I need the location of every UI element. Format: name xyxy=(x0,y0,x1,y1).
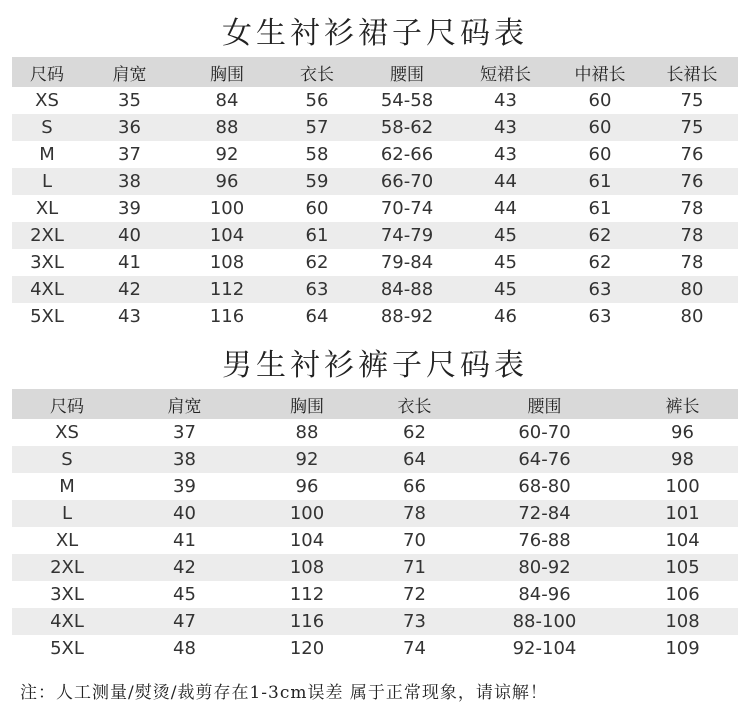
table-cell: 92-104 xyxy=(512,638,577,659)
table-header-row xyxy=(12,57,738,87)
table-cell: 45 xyxy=(457,276,554,303)
table-cell: 44 xyxy=(457,168,554,195)
table-cell: 39 xyxy=(173,476,196,497)
table-cell: 60 xyxy=(588,90,612,111)
table-cell: 38 xyxy=(122,446,247,473)
table-row xyxy=(12,446,738,473)
table-cell: 47 xyxy=(122,608,247,635)
table-cell: 41 xyxy=(118,252,141,273)
table-cell: 78 xyxy=(680,198,704,219)
table-cell: 78 xyxy=(367,500,462,527)
table-cell: 62 xyxy=(403,422,426,443)
table-cell: 5XL xyxy=(50,638,84,659)
table-cell: 92 xyxy=(215,144,239,165)
table-cell: 45 xyxy=(457,222,554,249)
table-row xyxy=(12,168,738,195)
table-cell: 72-84 xyxy=(462,500,627,527)
women-size-table xyxy=(12,57,738,330)
table-cell: 3XL xyxy=(50,584,84,605)
table-cell: 104 xyxy=(177,222,277,249)
table-cell: 60 xyxy=(588,144,612,165)
table-cell: 3XL xyxy=(30,252,64,273)
table-cell: 38 xyxy=(82,168,177,195)
table-cell: 58 xyxy=(305,144,329,165)
table-cell: 74 xyxy=(403,638,426,659)
table-cell: 105 xyxy=(627,554,738,581)
table-cell: 88-100 xyxy=(462,608,627,635)
table-cell: 42 xyxy=(122,554,247,581)
table-cell: L xyxy=(12,168,82,195)
column-header: 肩宽 xyxy=(122,389,247,419)
table-cell: 4XL xyxy=(12,276,82,303)
table-cell: 45 xyxy=(173,584,196,605)
table-cell: 48 xyxy=(173,638,196,659)
table-cell: 79-84 xyxy=(380,252,434,273)
table-cell: 104 xyxy=(289,530,325,551)
table-cell: 100 xyxy=(665,476,700,497)
table-cell: 60-70 xyxy=(518,422,571,443)
table-cell: 61 xyxy=(554,168,646,195)
table-cell: 75 xyxy=(646,114,738,141)
table-cell: 116 xyxy=(247,608,367,635)
table-cell: 72 xyxy=(403,584,426,605)
table-cell: 120 xyxy=(289,638,325,659)
column-header: 尺码 xyxy=(12,389,122,419)
table-row xyxy=(12,527,738,554)
table-row xyxy=(12,87,738,114)
table-cell: 104 xyxy=(665,530,700,551)
table-cell: 70-74 xyxy=(380,198,434,219)
table-cell: 56 xyxy=(305,90,329,111)
column-header: 尺码 xyxy=(12,57,82,87)
table-cell: 80-92 xyxy=(462,554,627,581)
table-cell: 109 xyxy=(665,638,700,659)
table-cell: 43 xyxy=(494,90,517,111)
table-row xyxy=(12,249,738,276)
table-row xyxy=(12,195,738,222)
table-cell: 40 xyxy=(82,222,177,249)
table-cell: 96 xyxy=(671,422,694,443)
table-cell: 80 xyxy=(680,306,704,327)
men-size-table xyxy=(12,389,738,662)
table-cell: 43 xyxy=(457,114,554,141)
table-cell: S xyxy=(12,446,122,473)
table-cell: 80 xyxy=(646,276,738,303)
table-cell: 57 xyxy=(277,114,357,141)
table-cell: 35 xyxy=(118,90,141,111)
table-cell: 40 xyxy=(122,500,247,527)
table-cell: 39 xyxy=(118,198,141,219)
table-cell: 88 xyxy=(295,422,319,443)
table-cell: 45 xyxy=(494,252,517,273)
table-cell: 62 xyxy=(588,252,612,273)
table-cell: 5XL xyxy=(30,306,64,327)
table-row xyxy=(12,303,738,330)
table-cell: 62-66 xyxy=(380,144,434,165)
table-cell: 78 xyxy=(680,252,704,273)
table-row xyxy=(12,222,738,249)
table-header-row xyxy=(12,389,738,419)
men-size-chart-title: 男生衬衫裤子尺码表 xyxy=(222,348,528,383)
table-row xyxy=(12,473,738,500)
table-cell: 66 xyxy=(403,476,426,497)
table-cell: XL xyxy=(35,198,59,219)
table-row xyxy=(12,141,738,168)
table-cell: 73 xyxy=(367,608,462,635)
table-cell: 70 xyxy=(403,530,426,551)
table-cell: 76-88 xyxy=(518,530,571,551)
table-cell: XS xyxy=(55,422,79,443)
table-cell: 41 xyxy=(173,530,196,551)
table-cell: 116 xyxy=(209,306,245,327)
table-cell: XL xyxy=(55,530,79,551)
table-row xyxy=(12,608,738,635)
table-cell: 63 xyxy=(277,276,357,303)
column-header: 衣长 xyxy=(367,389,462,419)
table-cell: 88-92 xyxy=(380,306,434,327)
table-row xyxy=(12,114,738,141)
table-cell: 108 xyxy=(247,554,367,581)
column-header: 胸围 xyxy=(247,389,367,419)
table-cell: 96 xyxy=(295,476,319,497)
table-cell: 63 xyxy=(554,276,646,303)
table-cell: 100 xyxy=(209,198,245,219)
table-cell: 100 xyxy=(247,500,367,527)
table-cell: 74-79 xyxy=(357,222,457,249)
table-cell: 84-88 xyxy=(357,276,457,303)
table-cell: 43 xyxy=(118,306,141,327)
table-row xyxy=(12,635,738,662)
table-cell: 61 xyxy=(588,198,612,219)
table-cell: 76 xyxy=(680,144,704,165)
column-header: 中裙长 xyxy=(554,57,646,87)
table-cell: 63 xyxy=(588,306,612,327)
table-cell: 78 xyxy=(646,222,738,249)
table-cell: 92 xyxy=(247,446,367,473)
column-header: 肩宽 xyxy=(82,57,177,87)
column-header: 胸围 xyxy=(177,57,277,87)
table-cell: 108 xyxy=(209,252,245,273)
table-cell: 101 xyxy=(627,500,738,527)
table-row xyxy=(12,500,738,527)
table-cell: 84-96 xyxy=(518,584,571,605)
table-cell: 84 xyxy=(215,90,239,111)
table-cell: L xyxy=(12,500,122,527)
table-cell: 88 xyxy=(177,114,277,141)
column-header: 短裙长 xyxy=(457,57,554,87)
table-row xyxy=(12,554,738,581)
table-cell: 112 xyxy=(177,276,277,303)
table-cell: S xyxy=(12,114,82,141)
table-cell: 96 xyxy=(177,168,277,195)
column-header: 裤长 xyxy=(627,389,738,419)
table-cell: 59 xyxy=(277,168,357,195)
table-cell: 4XL xyxy=(12,608,122,635)
table-cell: 37 xyxy=(173,422,196,443)
table-row xyxy=(12,276,738,303)
table-cell: 64 xyxy=(305,306,329,327)
women-size-chart-title: 女生衬衫裙子尺码表 xyxy=(222,16,528,51)
table-cell: 60 xyxy=(554,114,646,141)
table-cell: 58-62 xyxy=(357,114,457,141)
table-cell: 106 xyxy=(665,584,700,605)
table-cell: 36 xyxy=(82,114,177,141)
table-cell: 2XL xyxy=(12,222,82,249)
table-cell: 42 xyxy=(82,276,177,303)
table-cell: 54-58 xyxy=(380,90,434,111)
table-cell: 108 xyxy=(627,608,738,635)
table-cell: XS xyxy=(35,90,59,111)
measurement-note: 注：人工测量/熨烫/裁剪存在1-3cm误差 属于正常现象，请谅解！ xyxy=(20,683,548,703)
table-cell: 46 xyxy=(494,306,517,327)
table-cell: 71 xyxy=(367,554,462,581)
table-cell: 61 xyxy=(277,222,357,249)
table-cell: 62 xyxy=(305,252,329,273)
table-cell: 75 xyxy=(680,90,704,111)
table-cell: 64 xyxy=(367,446,462,473)
table-cell: 68-80 xyxy=(518,476,571,497)
table-cell: 66-70 xyxy=(357,168,457,195)
table-cell: 60 xyxy=(305,198,329,219)
table-row xyxy=(12,419,738,446)
table-cell: 62 xyxy=(554,222,646,249)
table-cell: 98 xyxy=(627,446,738,473)
table-cell: 43 xyxy=(494,144,517,165)
column-header: 衣长 xyxy=(277,57,357,87)
table-cell: 2XL xyxy=(12,554,122,581)
table-cell: 64-76 xyxy=(462,446,627,473)
table-cell: 112 xyxy=(289,584,325,605)
table-row xyxy=(12,581,738,608)
column-header: 长裙长 xyxy=(646,57,738,87)
table-cell: 76 xyxy=(646,168,738,195)
table-cell: 37 xyxy=(118,144,141,165)
table-cell: M xyxy=(59,476,75,497)
table-cell: M xyxy=(39,144,55,165)
column-header: 腰围 xyxy=(462,389,627,419)
table-cell: 44 xyxy=(494,198,517,219)
column-header: 腰围 xyxy=(357,57,457,87)
